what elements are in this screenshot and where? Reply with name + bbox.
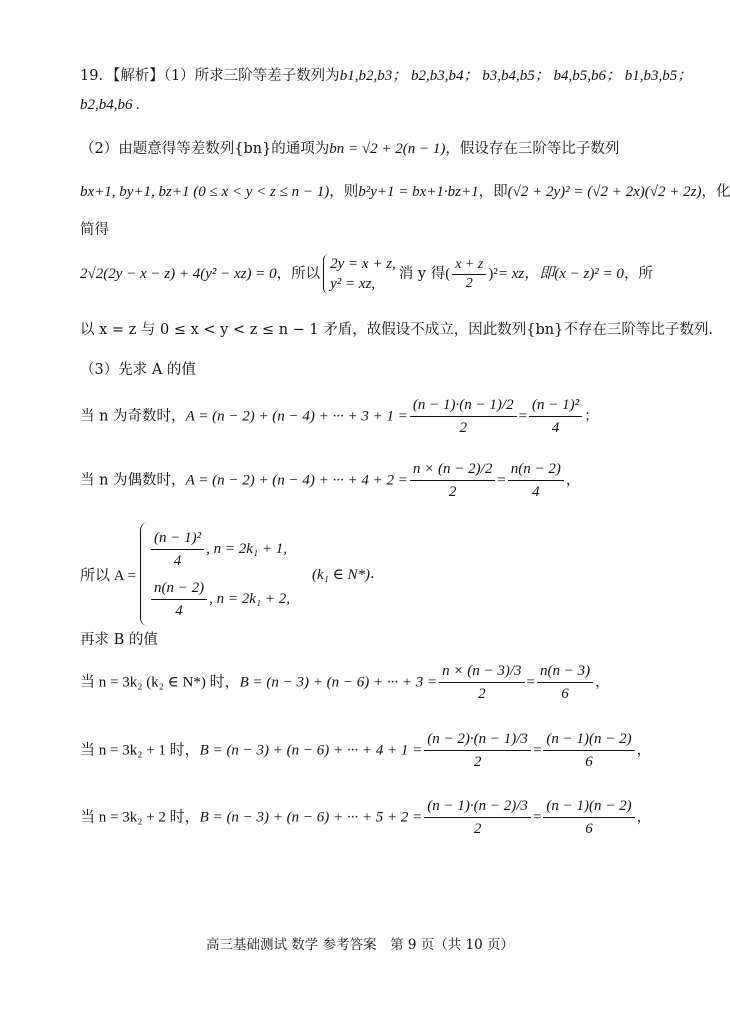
b3-frac-2 [543,795,634,840]
case-odd [149,524,290,574]
simplified-equation: 2√2(2y − x − z) + 4(y² − xz) = 0 [80,266,277,282]
part2-line1 [80,137,720,158]
odd-frac-2 [529,394,582,439]
b2-pre: 当 n = 3k₂ + 1 时， [80,742,200,759]
frac-num: x + z [452,256,486,275]
b3-pre: 当 n = 3k₂ + 2 时， [80,809,200,826]
even-case-line: 当 n 为偶数时，A = (n − 2) + (n − 4) + ··· + 4 + 2 = $\frac{n \times (n - 2)/2}{2}$ = $\frac{n(n - 2)}{4}$ ， [80,458,720,503]
case2-num: n(n − 2) [151,577,207,600]
even-pre: 当 n 为偶数时， [80,472,186,489]
even-frac-1-num: n × (n − 2)/2 [410,458,495,481]
case-even [149,574,290,624]
odd-frac-1 [410,394,517,439]
case2-den: 4 [175,602,183,619]
part2-simplify: 简得 [80,222,109,238]
geo-equation: (√2 + 2y)² = (√2 + 2x)(√2 + 2z) [507,184,702,200]
case-k-condition: (k₁ ∈ N*) [311,566,370,583]
even-sum: A = (n − 2) + (n − 4) + ··· + 4 + 2 = [185,472,408,489]
page-footer: 高三基础测试 数学 参考答案 第 9 页（共 10 页） [205,937,514,953]
xz-square: (x − z)² = 0 [554,266,624,282]
even-frac-2 [508,458,564,503]
part2-intro: （2）由题意得等差数列{bn}的通项为 [80,141,330,157]
text-namely: ，即 [478,184,508,200]
b3-frac-2-num: (n − 1)(n − 2) [543,795,634,818]
b3-sum: B = (n − 3) + (n − 6) + ··· + 5 + 2 = [199,809,423,826]
b2-end: ， [636,742,652,759]
b2-frac-2-num: (n − 1)(n − 2) [543,728,634,751]
b3-frac-2-den: 6 [585,821,593,837]
part1-line1 [80,64,720,85]
b1-sum: B = (n − 3) + (n − 6) + ··· + 3 = [239,674,438,691]
even-frac-2-den: 4 [532,484,540,500]
geo-condition: b²y+1 = bx+1·bz+1 [358,184,479,200]
odd-end: ； [584,408,599,425]
part2-assume: ，假设存在三阶等比子数列 [445,141,620,157]
frac-den: 2 [465,276,473,292]
part2-line2 [80,180,730,201]
b2-frac-1-num: (n − 2)·(n − 1)/3 [424,728,531,751]
case1-cond: , n = 2k₁ + 1, [206,540,287,557]
b-case-3: 当 n = 3k₂ + 2 时，B = (n − 3) + (n − 6) + ··· + 5 + 2 = $\frac{(n - 1)\cdot(n - 2)/3}{2}$ = $\frac{(n - 1)(n - 2)}{6}$ ， [80,795,720,840]
b1-frac-1-den: 2 [478,686,486,702]
odd-frac-2-num: (n − 1)² [529,394,582,417]
part1-line2: b2,b4,b6 . [80,97,140,113]
case1-den: 4 [173,552,182,569]
text-eliminate: 消 y 得 [398,266,446,282]
odd-frac-1-den: 2 [459,420,467,436]
b1-end: ， [595,674,610,691]
system-eq-1: 2y = x + z, [330,256,396,272]
b3-end: ， [636,809,652,826]
part2-line3 [80,252,720,296]
text-suo: ，所 [623,266,653,282]
part4-intro: 再求 B 的值 [80,632,158,648]
even-end: ， [565,472,581,489]
b1-frac-2-den: 6 [561,686,569,702]
system-eq-2: y² = xz, [330,276,376,292]
case-end: . [369,566,375,582]
a-piecewise-cases [140,522,290,626]
case2-cond: , n = 2k₁ + 2, [209,590,290,607]
odd-sum: A = (n − 2) + (n − 4) + ··· + 3 + 1 = [185,408,408,425]
b2-frac-2 [543,728,634,773]
b-case-1: 当 n = 3k₂ (k₂ ∈ N*) 时，B = (n − 3) + (n − 6) + ··· + 3 = $\frac{n \times (n - 3)/3}{2}$ = $\frac{n(n - 3)}{6}$ ， [80,660,720,705]
equation-system [323,254,396,294]
part2-conclusion: 以 x = z 与 0 ≤ x < y < z ≤ n − 1 矛盾，故假设不成立，因此数列{bn}不存在三阶等比子数列. [80,322,713,338]
b3-frac-1 [424,795,531,840]
odd-pre: 当 n 为奇数时， [80,408,186,425]
text-eq-xz: = xz，即 [497,266,555,282]
b1-frac-2 [537,660,593,705]
b1-frac-2-num: n(n − 3) [537,660,593,683]
b2-frac-1-den: 2 [473,754,482,770]
b3-frac-1-num: (n − 1)·(n − 2)/3 [424,795,531,818]
geo-terms: bx+1, by+1, bz+1 (0 ≤ x < y < z ≤ n − 1) [80,184,330,200]
odd-frac-2-den: 4 [551,420,560,436]
odd-frac-1-num: (n − 1)·(n − 1)/2 [410,394,517,417]
b1-pre: 当 n = 3k₂ (k₂ ∈ N*) 时， [80,674,240,691]
b1-frac-1-num: n × (n − 3)/3 [439,660,524,683]
even-frac-2-num: n(n − 2) [508,458,564,481]
paren-frac: ( $\frac{x + z}{2}$ )² [445,257,498,292]
part1-intro: （1）所求三阶等差子数列为 [163,68,340,84]
odd-case-line: 当 n 为奇数时，A = (n − 2) + (n − 4) + ··· + 3 + 1 = $\frac{(n - 1)\cdot(n - 1)/2}{2}$ = $\frac{\text{(n − 1)²}}{4}$ ； [80,394,720,439]
problem-label: 19．【解析】 [80,68,164,84]
part2-general-term: bn = √2 + 2(n − 1) [329,141,446,157]
b-case-2: 当 n = 3k₂ + 1 时，B = (n − 3) + (n − 6) + ··· + 4 + 1 = $\frac{(n - 2)\cdot(n - 1)/3}{2}$ = $\frac{(n - 1)(n - 2)}{6}$ ， [80,728,720,773]
text-so: ，所以 [276,266,321,282]
text-hua: ，化 [701,184,730,200]
text-then: ，则 [329,184,359,200]
b2-frac-1 [424,728,531,773]
b2-sum: B = (n − 3) + (n − 6) + ··· + 4 + 1 = [199,742,423,759]
so-a-label: 所以 A = [80,567,136,584]
b1-frac-1 [439,660,524,705]
even-frac-1-den: 2 [448,484,457,500]
a-piecewise-line [80,522,720,626]
even-frac-1 [410,458,495,503]
b3-frac-1-den: 2 [473,821,482,837]
part3-intro: （3）先求 A 的值 [80,362,196,378]
b2-frac-2-den: 6 [585,754,593,770]
part1-sequences: b1,b2,b3； b2,b3,b4； b3,b4,b5； b4,b5,b6； b1,b3,b5； [339,68,693,84]
case1-num: (n − 1)² [151,527,204,550]
